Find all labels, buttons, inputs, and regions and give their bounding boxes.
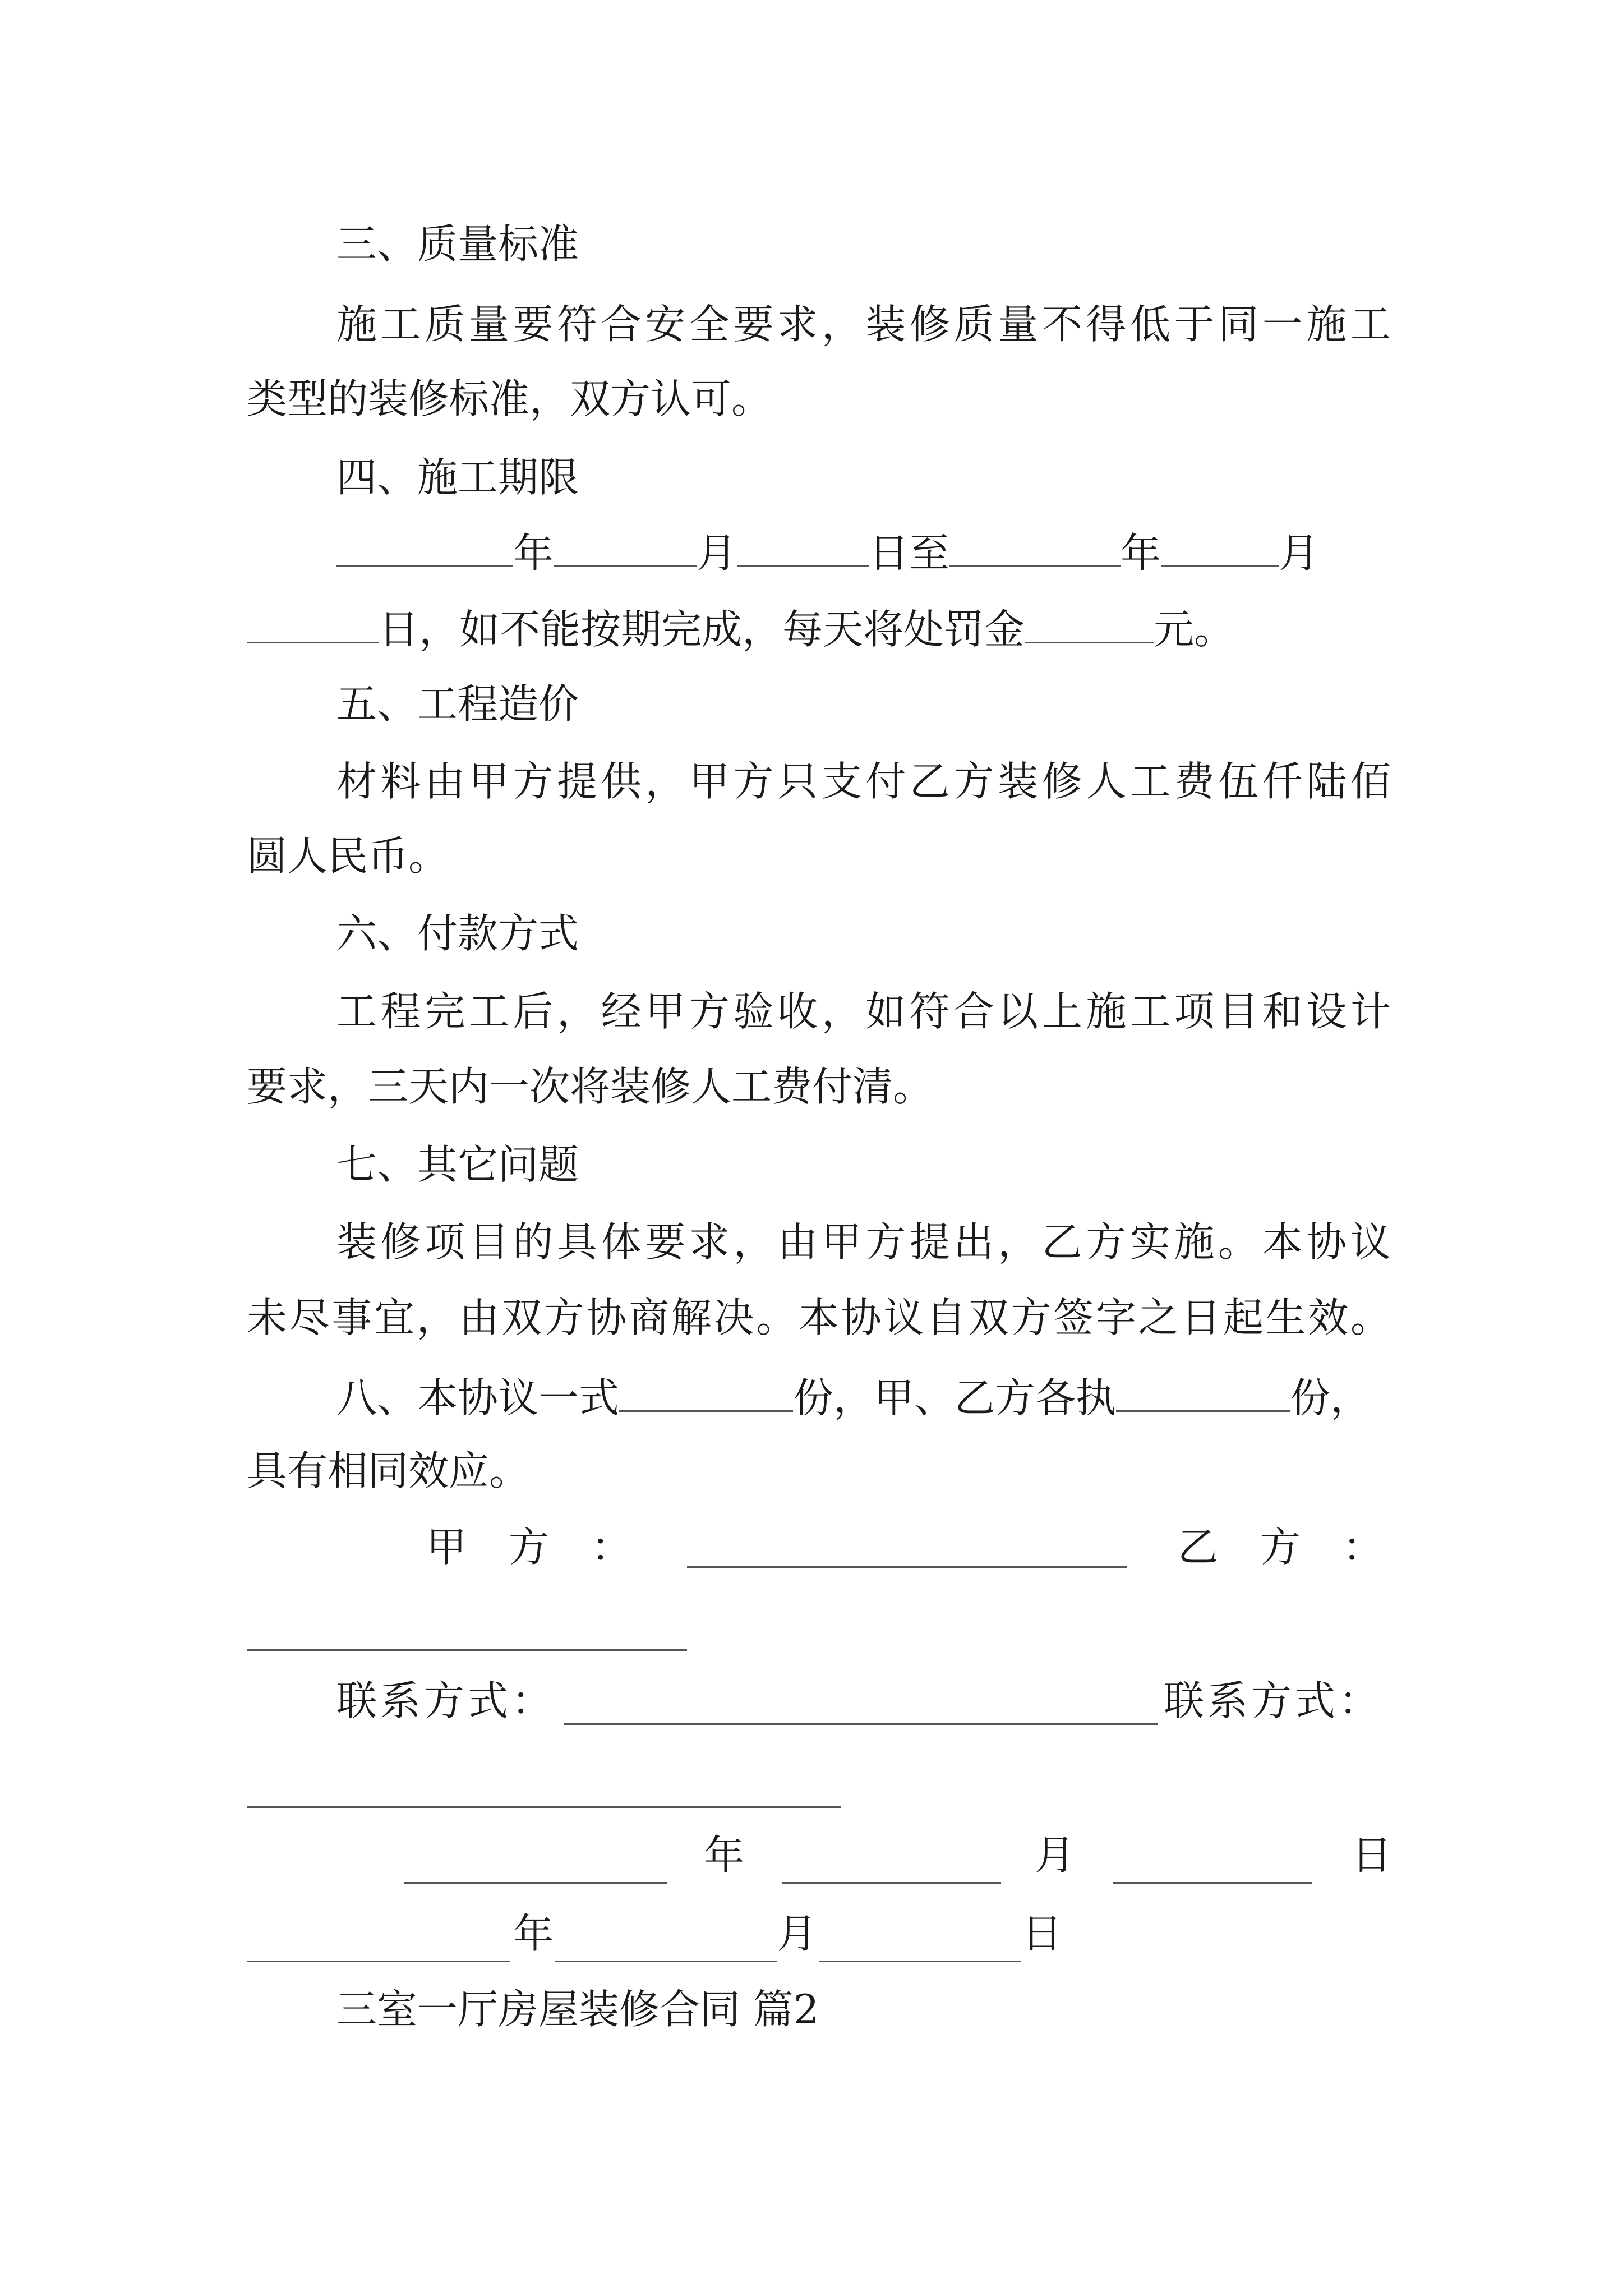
paragraph-copies-line1 bbox=[336, 1362, 1391, 1429]
blank-copies-each bbox=[1116, 1362, 1290, 1412]
period-month-start-label: 月 bbox=[697, 530, 737, 577]
period-day-to-label: 日至 bbox=[869, 530, 950, 577]
next-contract-title: 三室一厅房屋装修合同 篇2 bbox=[336, 1986, 819, 2033]
period-year-end-label: 年 bbox=[1121, 530, 1161, 577]
contact-b-line bbox=[247, 1806, 841, 1808]
paragraph-payment-line1: 工程完工后，经甲方验收，如符合以上施工项目和设计 bbox=[336, 988, 1391, 1035]
copies-text-a: 八、本协议一式 bbox=[336, 1374, 620, 1421]
blank-day-end bbox=[247, 593, 379, 643]
date-b-day-label: 日 bbox=[1022, 1910, 1063, 1957]
blank-year-start bbox=[336, 517, 513, 567]
blank-penalty-amount bbox=[1025, 593, 1154, 643]
date-a-month-label: 月 bbox=[1035, 1832, 1076, 1879]
paragraph-price-line2: 圆人民币。 bbox=[247, 832, 449, 880]
paragraph-quality-line2: 类型的装修标准，双方认可。 bbox=[247, 375, 772, 422]
paragraph-other-line2: 未尽事宜，由双方协商解决。本协议自双方签字之日起生效。 bbox=[247, 1294, 1391, 1341]
date-a-month-blank bbox=[782, 1882, 1001, 1884]
paragraph-price-line1: 材料由甲方提供，甲方只支付乙方装修人工费伍仟陆佰 bbox=[336, 758, 1391, 805]
paragraph-copies-line2: 具有相同效应。 bbox=[247, 1447, 530, 1494]
section-heading-payment: 六、付款方式 bbox=[336, 910, 579, 957]
date-a-day-blank bbox=[1113, 1882, 1312, 1884]
date-b-month-blank bbox=[555, 1961, 777, 1962]
party-b-label: 乙方： bbox=[1178, 1524, 1426, 1571]
blank-year-end bbox=[949, 517, 1121, 567]
period-penalty-unit: 元。 bbox=[1154, 606, 1235, 653]
party-a-signature-line bbox=[687, 1566, 1127, 1568]
section-heading-price: 五、工程造价 bbox=[336, 680, 579, 728]
section-heading-quality: 三、质量标准 bbox=[336, 220, 579, 268]
copies-text-c: 份， bbox=[1290, 1374, 1371, 1421]
blank-month-start bbox=[554, 517, 697, 567]
date-b-day-blank bbox=[819, 1961, 1021, 1962]
section-heading-other: 七、其它问题 bbox=[336, 1141, 579, 1188]
section-heading-period: 四、施工期限 bbox=[336, 454, 579, 501]
party-a-label: 甲方： bbox=[426, 1524, 674, 1571]
period-dates-line1 bbox=[336, 517, 1391, 585]
date-a-year-blank bbox=[404, 1882, 667, 1884]
contact-a-line bbox=[564, 1723, 1158, 1725]
blank-month-end bbox=[1161, 517, 1279, 567]
paragraph-payment-line2: 要求，三天内一次将装修人工费付清。 bbox=[247, 1063, 934, 1110]
copies-text-b: 份，甲、乙方各执 bbox=[793, 1374, 1117, 1421]
period-year-start-label: 年 bbox=[513, 530, 554, 577]
contact-a-label: 联系方式： bbox=[336, 1677, 556, 1724]
date-b-year-blank bbox=[247, 1961, 510, 1962]
date-a-year-label: 年 bbox=[704, 1832, 745, 1879]
paragraph-quality-line1: 施工质量要符合安全要求，装修质量不得低于同一施工 bbox=[336, 301, 1391, 348]
party-b-signature-line bbox=[247, 1649, 687, 1651]
contact-b-label: 联系方式： bbox=[1164, 1677, 1383, 1724]
blank-day-start bbox=[737, 517, 869, 567]
blank-copies-total bbox=[619, 1362, 793, 1412]
period-penalty-text: 日，如不能按期完成，每天将处罚金 bbox=[379, 606, 1025, 653]
date-b-month-label: 月 bbox=[777, 1910, 818, 1957]
paragraph-other-line1: 装修项目的具体要求，由甲方提出，乙方实施。本协议 bbox=[336, 1218, 1391, 1266]
period-dates-line2 bbox=[247, 593, 1391, 661]
date-b-year-label: 年 bbox=[513, 1910, 554, 1957]
date-a-day-label: 日 bbox=[1352, 1832, 1393, 1879]
period-month-end-label: 月 bbox=[1279, 530, 1320, 577]
